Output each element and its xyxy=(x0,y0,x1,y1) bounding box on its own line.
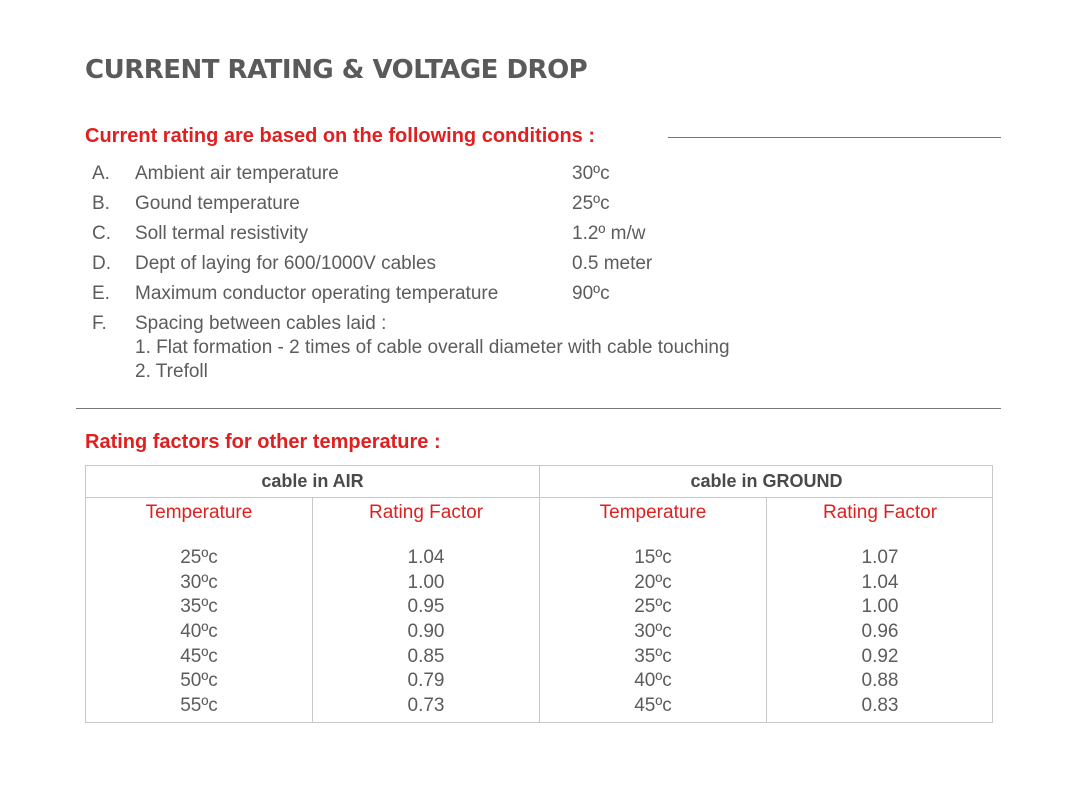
air-factor-column xyxy=(313,498,539,719)
table-cell: 0.95 xyxy=(407,596,445,618)
rating-heading: Rating factors for other temperature : xyxy=(85,431,441,453)
table-cell: 0.96 xyxy=(861,621,899,643)
table-cell: 30ºc xyxy=(634,621,672,643)
column-header: Temperature xyxy=(599,502,707,523)
condition-letter: D. xyxy=(92,253,111,274)
condition-label: Spacing between cables laid : xyxy=(135,313,387,334)
table-cell: 1.00 xyxy=(861,596,899,618)
condition-label: Ambient air temperature xyxy=(135,163,339,184)
condition-value: 90ºc xyxy=(572,283,610,304)
table-cell: 0.92 xyxy=(861,645,899,667)
condition-letter: F. xyxy=(92,313,107,334)
table-cell: 1.00 xyxy=(407,571,445,593)
table-cell: 55ºc xyxy=(180,695,218,717)
table-cell: 50ºc xyxy=(180,670,218,692)
condition-value: 25ºc xyxy=(572,193,610,214)
condition-letter: A. xyxy=(92,163,110,184)
page-title: CURRENT RATING & VOLTAGE DROP xyxy=(85,55,588,85)
table-cell: 25ºc xyxy=(180,547,218,568)
condition-label: Soll termal resistivity xyxy=(135,223,309,244)
air-temperature-column xyxy=(86,498,312,719)
group-header-air: cable in AIR xyxy=(261,471,364,491)
condition-label: Dept of laying for 600/1000V cables xyxy=(135,253,437,274)
condition-label: Maximum conductor operating temperature xyxy=(135,283,499,304)
rating-factors-table xyxy=(85,465,993,723)
condition-letter: C. xyxy=(92,223,111,244)
table-cell: 0.83 xyxy=(861,695,899,717)
table-cell: 25ºc xyxy=(634,596,672,618)
table-cell: 1.04 xyxy=(861,571,899,593)
table-cell: 40ºc xyxy=(180,621,218,643)
heading-divider xyxy=(668,137,1001,138)
table-cell: 45ºc xyxy=(180,645,218,667)
condition-letter: E. xyxy=(92,283,110,304)
column-header: Temperature xyxy=(145,502,253,523)
table-cell: 0.73 xyxy=(407,695,445,717)
ground-factor-column xyxy=(767,498,993,719)
table-cell: 0.90 xyxy=(407,621,445,643)
table-cell: 35ºc xyxy=(180,596,218,618)
condition-value: 30ºc xyxy=(572,163,610,184)
spacing-item: 2. Trefoll xyxy=(135,361,208,382)
table-cell: 35ºc xyxy=(634,645,672,667)
table-cell: 0.88 xyxy=(861,670,899,692)
table-cell: 1.04 xyxy=(407,547,445,568)
table-cell: 0.85 xyxy=(407,645,445,667)
condition-value: 0.5 meter xyxy=(572,253,653,274)
column-header: Rating Factor xyxy=(822,502,938,523)
table-cell: 30ºc xyxy=(180,571,218,593)
table-cell: 45ºc xyxy=(634,695,672,717)
condition-letter: B. xyxy=(92,193,110,214)
table-cell: 20ºc xyxy=(634,571,672,593)
conditions-heading: Current rating are based on the following conditions : xyxy=(85,125,596,147)
condition-value: 1.2º m/w xyxy=(572,223,646,244)
condition-label: Gound temperature xyxy=(135,193,300,214)
table-cell: 1.07 xyxy=(861,547,899,568)
column-header: Rating Factor xyxy=(368,502,484,523)
section-divider xyxy=(76,408,1001,409)
spacing-item: 1. Flat formation - 2 times of cable overall diameter with cable touching xyxy=(135,337,730,358)
table-cell: 0.79 xyxy=(407,670,445,692)
table-cell: 15ºc xyxy=(634,547,672,568)
group-header-ground: cable in GROUND xyxy=(690,471,843,491)
ground-temperature-column xyxy=(540,498,766,719)
table-cell: 40ºc xyxy=(634,670,672,692)
